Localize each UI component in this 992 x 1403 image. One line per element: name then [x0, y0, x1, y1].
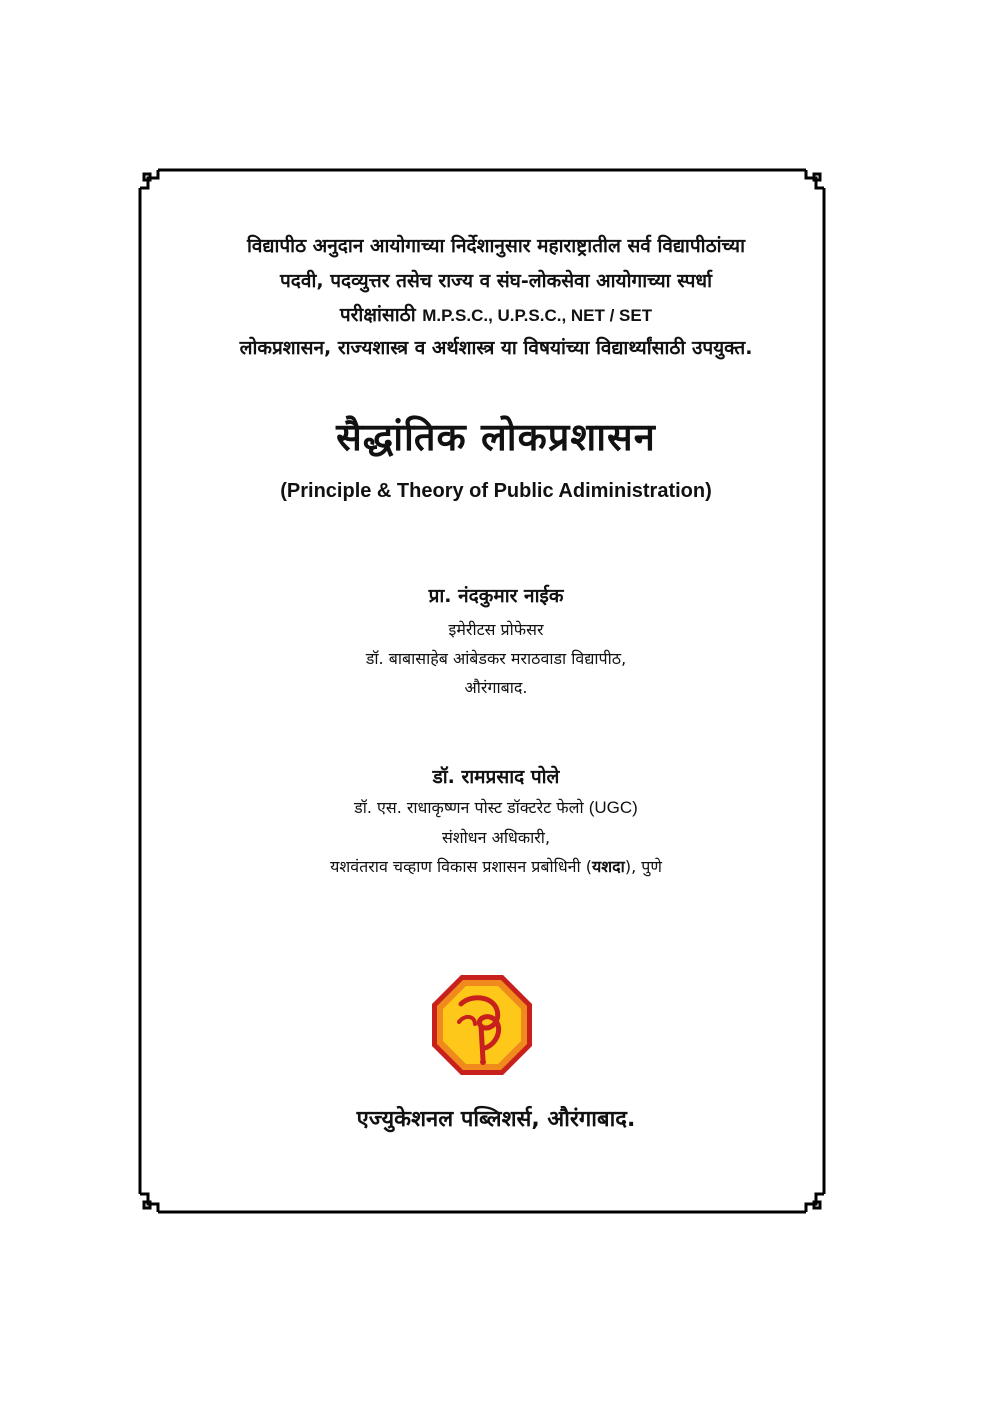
book-title: सैद्धांतिक लोकप्रशासन	[336, 415, 656, 459]
author-2-name: डॉ. रामप्रसाद पोले	[432, 766, 560, 788]
author-2-organization	[0, 855, 992, 877]
publisher-name: एज्युकेशनल पब्लिशर्स, औरंगाबाद.	[356, 1107, 636, 1132]
org-location: ), पुणे	[624, 857, 662, 876]
exam-list: M.P.S.C., U.P.S.C., NET / SET	[422, 306, 653, 325]
org-name: यशवंतराव चव्हाण विकास प्रशासन प्रबोधिनी (	[330, 857, 593, 876]
publisher-logo-icon	[431, 974, 533, 1076]
ugc-label: (UGC)	[588, 798, 638, 817]
author-2-fellowship	[0, 796, 992, 818]
intro-line-2: पदवी, पदव्युत्तर तसेच राज्य व संघ-लोकसेवा आयोगाच्या स्पर्धा	[280, 270, 712, 292]
intro-line-1: विद्यापीठ अनुदान आयोगाच्या निर्देशानुसार महाराष्ट्रातील सर्व विद्यापीठांच्या	[247, 235, 745, 257]
author-2-designation: संशोधन अधिकारी,	[441, 828, 551, 847]
author-2-fellowship-text: डॉ. एस. राधाकृष्णन पोस्ट डॉक्टरेट फेलो	[354, 798, 584, 817]
author-1-name: प्रा. नंदकुमार नाईक	[428, 585, 564, 607]
org-abbreviation: यशदा	[592, 857, 625, 876]
author-1-designation: इमेरीटस प्रोफेसर	[448, 620, 544, 639]
intro-line-3-marathi: परीक्षांसाठी	[339, 304, 416, 326]
intro-line-4: लोकप्रशासन, राज्यशास्त्र व अर्थशास्त्र या विषयांच्या विद्यार्थ्यांसाठी उपयुक्त.	[239, 337, 753, 359]
author-1-city: औरंगाबाद.	[464, 678, 528, 697]
book-subtitle: (Principle & Theory of Public Adiministration)	[280, 480, 712, 502]
intro-line-3	[0, 301, 992, 327]
author-1-institution: डॉ. बाबासाहेब आंबेडकर मराठवाडा विद्यापीठ,	[365, 649, 627, 668]
